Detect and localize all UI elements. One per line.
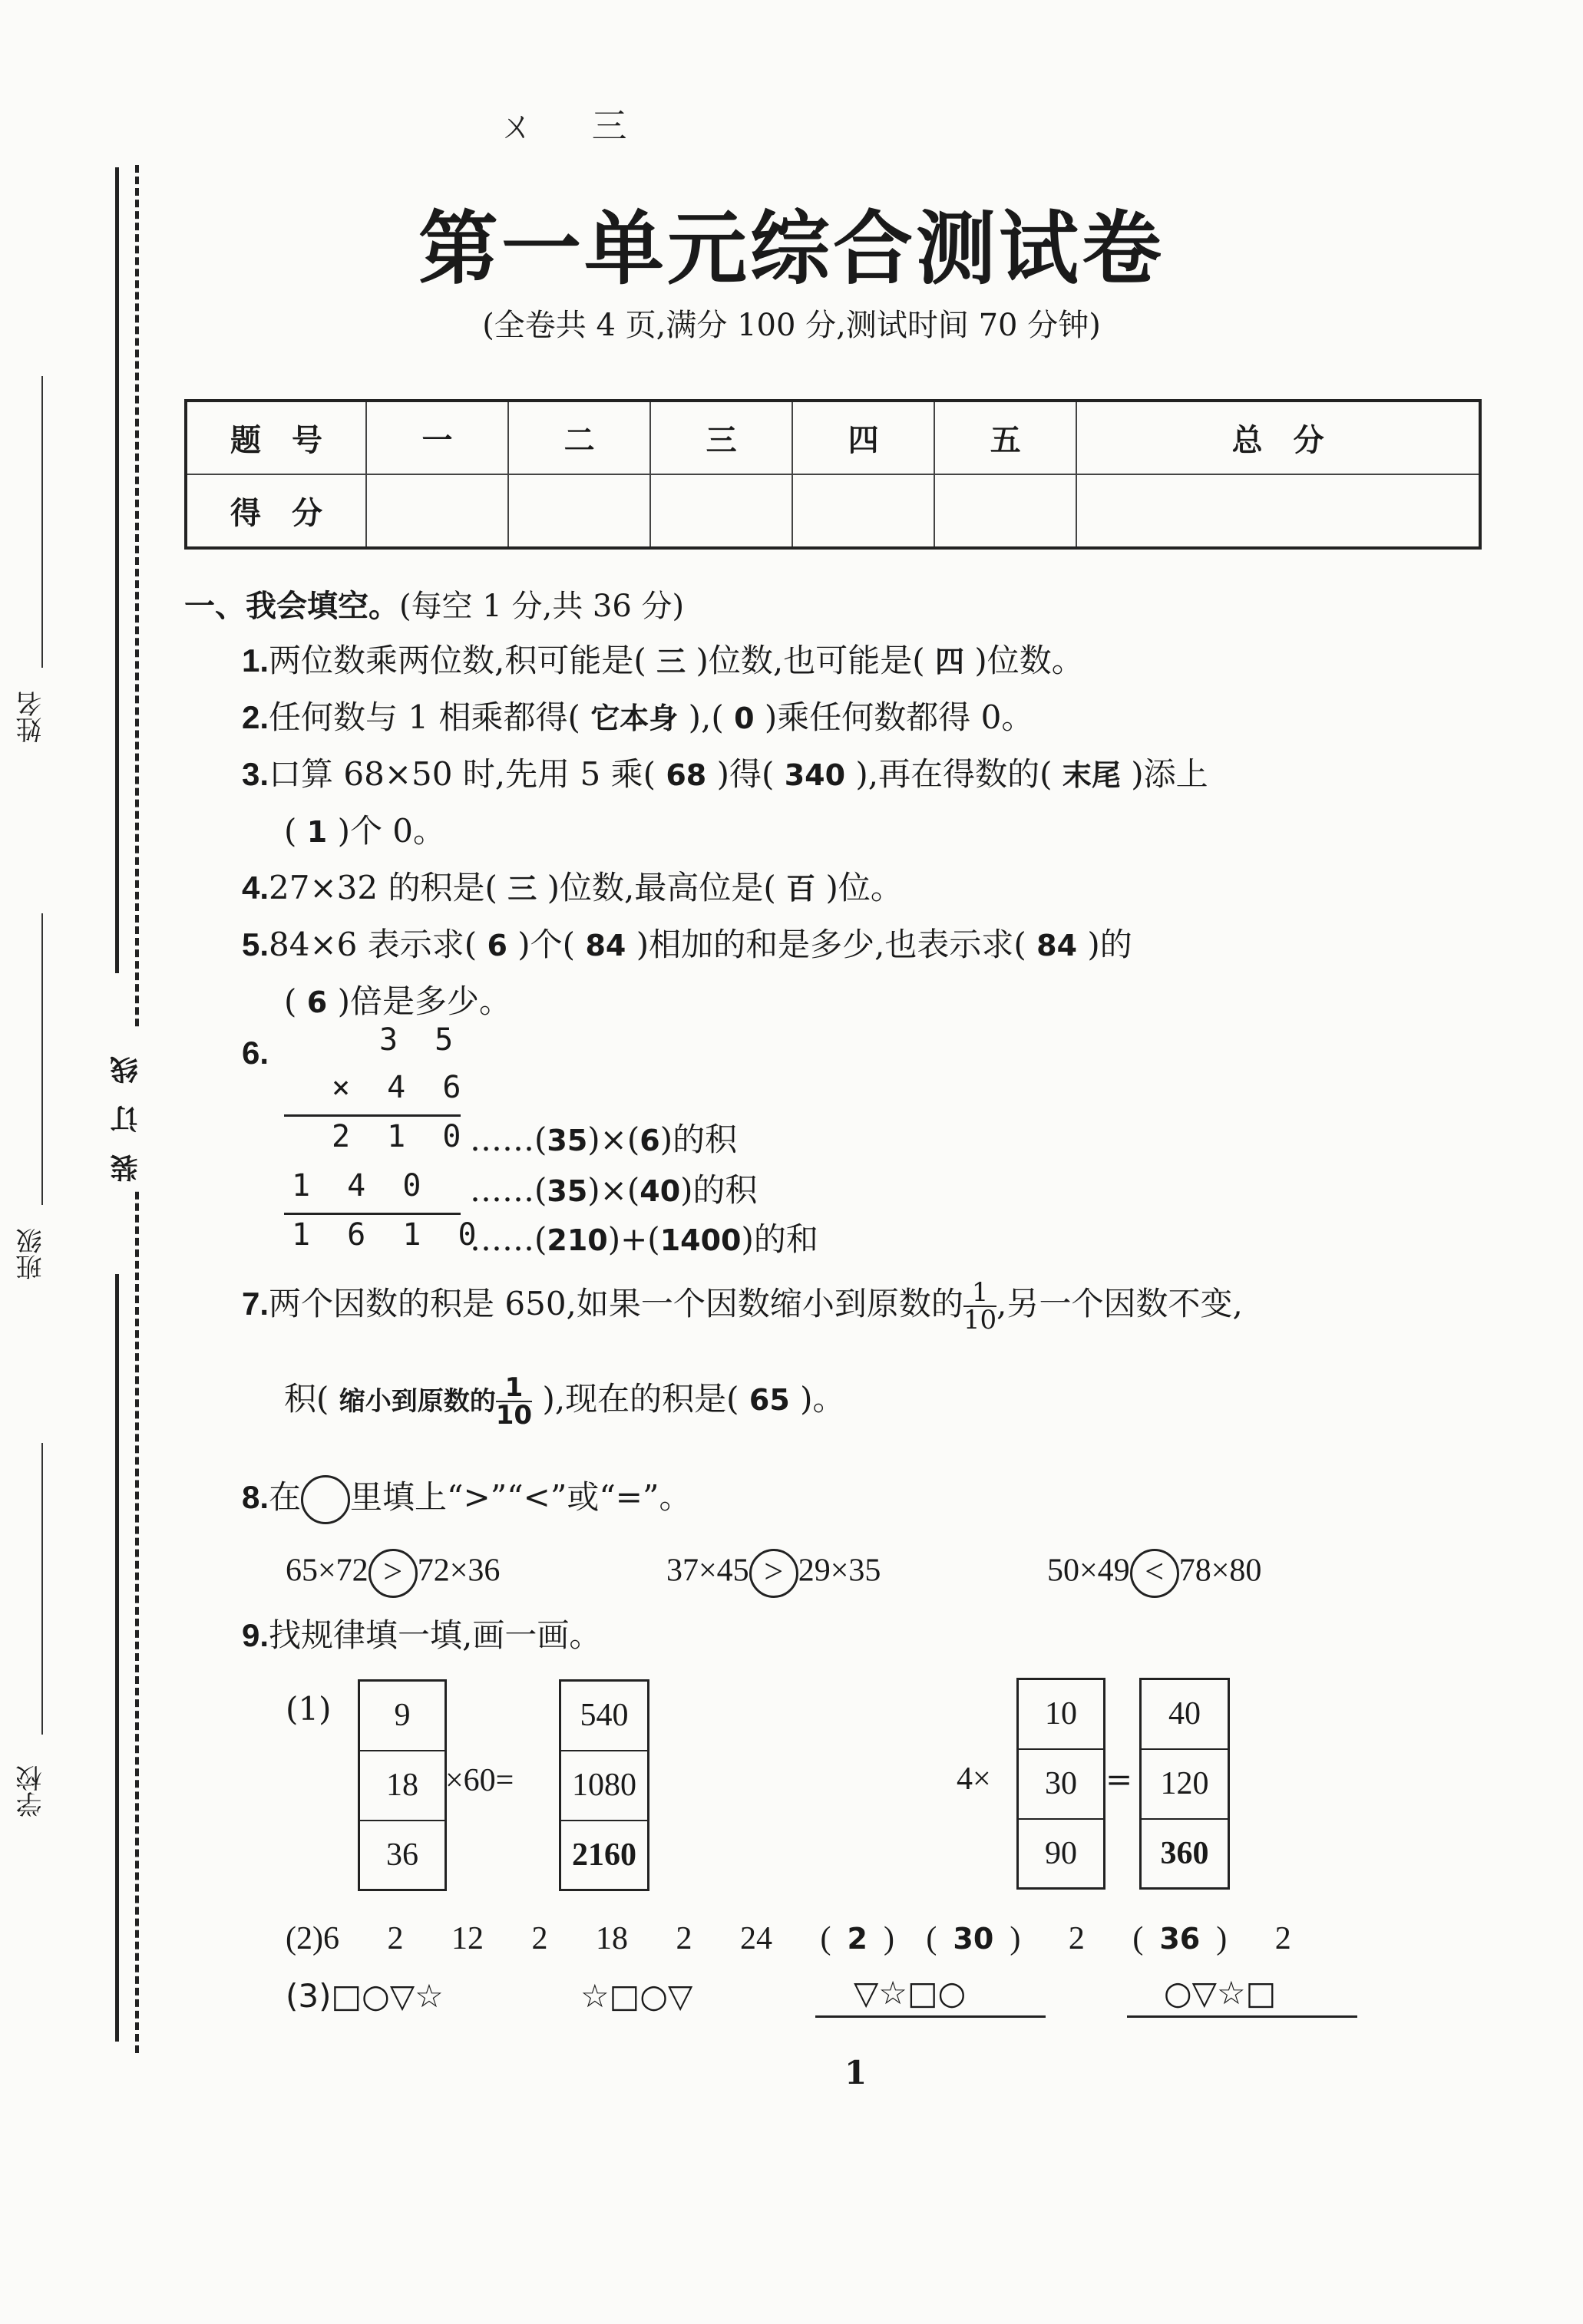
q9-p3-answer-1: ▽☆□○ bbox=[854, 1974, 967, 2012]
q9-cell: 9 bbox=[360, 1682, 444, 1751]
question-1 bbox=[242, 635, 1084, 682]
q9-p3-answer-line-2 bbox=[1127, 2015, 1357, 2018]
q7-text: 积( bbox=[284, 1380, 329, 1418]
score-row-label: 得 分 bbox=[186, 474, 366, 548]
score-cell bbox=[650, 474, 792, 548]
q3-text: )个 0。 bbox=[337, 812, 446, 850]
score-cell bbox=[508, 474, 650, 548]
question-5-line2 bbox=[284, 976, 511, 1022]
q9-p3-given-1: □○▽☆ bbox=[331, 1977, 444, 2015]
score-header-cell: 一 bbox=[366, 401, 508, 474]
q7-answer-2: 65 bbox=[749, 1383, 790, 1417]
q4-answer-2: 百 bbox=[786, 872, 816, 906]
q6-row-1 bbox=[470, 1114, 737, 1160]
q9-p1-left-column bbox=[358, 1679, 447, 1891]
q3-text: )得( bbox=[716, 755, 775, 793]
q7-text: 两个因数的积是 650,如果一个因数缩小到原数的 bbox=[269, 1285, 963, 1322]
class-underline bbox=[41, 913, 43, 1205]
q9-seq-item: 18 bbox=[595, 1921, 628, 1956]
q9-seq-answer: 36 bbox=[1159, 1922, 1201, 1956]
q3-answer-2: 340 bbox=[784, 758, 846, 792]
question-5 bbox=[242, 919, 1132, 966]
q6-r1-answer-1: 35 bbox=[547, 1124, 588, 1157]
q8-text: 在 bbox=[269, 1478, 302, 1516]
handwritten-note: ㄨ 三 bbox=[499, 105, 650, 147]
q5-text: )个( bbox=[517, 926, 576, 963]
page-subtitle: (全卷共 4 页,满分 100 分,测试时间 70 分钟) bbox=[482, 308, 1101, 343]
q6-text: ……( bbox=[470, 1121, 547, 1158]
q9-seq-answer: 2 bbox=[847, 1922, 868, 1956]
score-header-cell: 三 bbox=[650, 401, 792, 474]
q6-text: )的积 bbox=[659, 1121, 738, 1158]
q3-text: ( bbox=[284, 812, 297, 850]
q9-part2-label: (2) bbox=[286, 1921, 323, 1956]
question-3-line2 bbox=[284, 806, 445, 852]
q9-p1b-right-column bbox=[1139, 1678, 1230, 1890]
score-cell bbox=[934, 474, 1076, 548]
q3-text: )添上 bbox=[1131, 755, 1208, 793]
section1-points: (每空 1 分,共 36 分) bbox=[399, 589, 685, 624]
q9-number: 9. bbox=[242, 1617, 269, 1653]
q6-text: )的积 bbox=[680, 1171, 758, 1209]
q6-partial-1: 2 1 0 bbox=[332, 1119, 471, 1154]
q9-answer-cell: 2160 bbox=[572, 1837, 636, 1873]
q7-text: ,另一个因数不变, bbox=[996, 1285, 1243, 1322]
q8-compare-1 bbox=[286, 1549, 500, 1598]
question-9 bbox=[242, 1610, 601, 1656]
q9-seq-item: 2 bbox=[531, 1921, 548, 1956]
question-7-line2 bbox=[284, 1372, 845, 1431]
score-cell bbox=[366, 474, 508, 548]
q8-c3-left: 50×49 bbox=[1047, 1553, 1130, 1589]
score-cell bbox=[1076, 474, 1480, 548]
q9-cell: 40 bbox=[1142, 1680, 1228, 1750]
q9-seq-item: 2 bbox=[1068, 1921, 1085, 1956]
q3-answer-3: 末尾 bbox=[1062, 758, 1121, 792]
q7-number: 7. bbox=[242, 1286, 269, 1322]
q7-answer-fraction bbox=[495, 1372, 533, 1431]
q8-c2-right: 29×35 bbox=[798, 1553, 881, 1589]
q8-c3-right: 78×80 bbox=[1178, 1553, 1262, 1589]
q3-answer-4: 1 bbox=[306, 815, 328, 849]
q6-number: 6. bbox=[242, 1035, 269, 1071]
school-underline bbox=[41, 1443, 43, 1735]
q9-seq-item: 2 bbox=[1274, 1921, 1291, 1956]
q2-text: )乘任何数都得 0。 bbox=[764, 698, 1034, 736]
q9-seq-answer: 30 bbox=[953, 1922, 994, 1956]
q9-cell: 36 bbox=[386, 1837, 418, 1873]
question-3 bbox=[242, 749, 1208, 795]
q9-answer-cell: 360 bbox=[1160, 1836, 1209, 1871]
q9-text: 找规律填一填,画一画。 bbox=[269, 1616, 602, 1654]
q2-answer-2: 0 bbox=[734, 701, 755, 735]
q6-r2-answer-2: 40 bbox=[639, 1174, 681, 1208]
q6-r2-answer-1: 35 bbox=[547, 1174, 588, 1208]
q5-answer-2: 84 bbox=[585, 929, 626, 962]
q1-text: )位数。 bbox=[974, 642, 1084, 679]
q6-text: ……( bbox=[470, 1171, 547, 1209]
q9-p1-right-column bbox=[559, 1679, 649, 1891]
q7-ans-den: 10 bbox=[495, 1400, 533, 1431]
score-cell bbox=[792, 474, 934, 548]
q9-p1b-operator-2: = bbox=[1105, 1761, 1133, 1798]
question-8 bbox=[242, 1472, 691, 1524]
q8-c2-symbol: > bbox=[749, 1549, 798, 1598]
q9-seq-item: 2 bbox=[387, 1921, 404, 1956]
q5-number: 5. bbox=[242, 926, 269, 962]
q6-text: ……( bbox=[470, 1220, 547, 1258]
class-label: 班级 bbox=[16, 1228, 47, 1280]
score-header-cell: 总 分 bbox=[1076, 401, 1480, 474]
q8-c3-symbol: < bbox=[1130, 1549, 1179, 1598]
q2-number: 2. bbox=[242, 699, 269, 735]
q7-text: )。 bbox=[800, 1380, 845, 1418]
q5-text: )的 bbox=[1087, 926, 1132, 963]
q1-number: 1. bbox=[242, 642, 269, 678]
q8-c1-right: 72×36 bbox=[417, 1553, 501, 1589]
q6-text: )的和 bbox=[741, 1220, 818, 1258]
q9-cell: 10 bbox=[1019, 1680, 1103, 1750]
q7-ans-num: 1 bbox=[496, 1375, 532, 1402]
binding-label: 装订线 bbox=[106, 1028, 145, 1188]
q1-text: )位数,也可能是( bbox=[696, 642, 925, 679]
name-label: 姓名 bbox=[16, 691, 47, 743]
q9-cell: 90 bbox=[1045, 1836, 1077, 1871]
school-label: 学校 bbox=[16, 1765, 47, 1817]
score-table bbox=[184, 399, 1482, 550]
q9-cell: 18 bbox=[360, 1751, 444, 1821]
q4-text: )位数,最高位是( bbox=[547, 869, 776, 906]
q5-text: ( bbox=[284, 982, 297, 1020]
q5-answer-1: 6 bbox=[487, 929, 507, 962]
q9-p1-operator: ×60= bbox=[445, 1763, 514, 1798]
section1-heading: 一、我会填空。 bbox=[184, 589, 399, 624]
question-4 bbox=[242, 863, 903, 909]
q7-answer-1: 缩小到原数的 bbox=[339, 1386, 496, 1417]
q6-product: 1 6 1 0 bbox=[292, 1217, 486, 1253]
q9-part3-label: (3) bbox=[286, 1977, 332, 2015]
q3-number: 3. bbox=[242, 756, 269, 792]
q4-text: )位。 bbox=[825, 869, 903, 906]
score-header-cell: 四 bbox=[792, 401, 934, 474]
q9-cell: 540 bbox=[561, 1682, 647, 1751]
q6-r3-answer-1: 210 bbox=[547, 1223, 608, 1257]
q9-seq-item: 2 bbox=[676, 1921, 692, 1956]
q2-text: ),( bbox=[688, 698, 724, 736]
empty-circle-icon bbox=[301, 1475, 350, 1524]
q7-fraction bbox=[963, 1279, 996, 1333]
q9-cell: 120 bbox=[1142, 1750, 1228, 1820]
q6-rule-2 bbox=[284, 1213, 461, 1215]
page-number: 1 bbox=[844, 2054, 868, 2091]
q9-part1-label: (1) bbox=[286, 1690, 332, 1728]
q6-multiplicand: 3 5 bbox=[379, 1022, 463, 1058]
q6-r1-answer-2: 6 bbox=[639, 1124, 660, 1157]
q2-text: 任何数与 1 相乘都得( bbox=[269, 698, 580, 736]
q2-answer-1: 它本身 bbox=[590, 701, 679, 735]
q3-text: 口算 68×50 时,先用 5 乘( bbox=[269, 755, 656, 793]
q5-text: 84×6 表示求( bbox=[269, 926, 478, 963]
q9-p3-answer-2: ○▽☆□ bbox=[1164, 1974, 1277, 2012]
q1-text: 两位数乘两位数,积可能是( bbox=[269, 642, 646, 679]
q8-c2-left: 37×45 bbox=[666, 1553, 749, 1589]
q9-seq-item: 24 bbox=[739, 1921, 772, 1956]
q9-p3-given-2: ☆□○▽ bbox=[580, 1977, 693, 2015]
q8-c1-left: 65×72 bbox=[286, 1553, 368, 1589]
q7-text: ),现在的积是( bbox=[542, 1380, 739, 1418]
q6-text: )×( bbox=[587, 1171, 640, 1209]
q9-p1b-operator-1: 4× bbox=[957, 1761, 991, 1797]
q9-p1b-left-column bbox=[1016, 1678, 1105, 1890]
q1-answer-1: 三 bbox=[656, 645, 686, 678]
question-2 bbox=[242, 692, 1033, 738]
q8-compare-3 bbox=[1047, 1549, 1261, 1598]
score-table-header-row bbox=[186, 401, 1480, 474]
q6-text: )×( bbox=[587, 1121, 640, 1158]
score-header-cell: 题 号 bbox=[186, 401, 366, 474]
q4-answer-1: 三 bbox=[507, 872, 537, 906]
q5-text: )相加的和是多少,也表示求( bbox=[636, 926, 1026, 963]
section1-title bbox=[184, 582, 684, 626]
page-title: 第一单元综合测试卷 bbox=[418, 201, 1165, 295]
q3-text: ),再在得数的( bbox=[855, 755, 1053, 793]
q6-row-2 bbox=[470, 1165, 758, 1211]
question-7 bbox=[242, 1279, 1243, 1333]
q6-partial-2: 1 4 0 bbox=[292, 1168, 431, 1203]
q6-text: )+( bbox=[607, 1220, 660, 1258]
score-header-cell: 五 bbox=[934, 401, 1076, 474]
q4-text: 27×32 的积是( bbox=[269, 869, 497, 906]
q7-frac-num: 1 bbox=[963, 1279, 996, 1307]
q5-answer-3: 84 bbox=[1036, 929, 1078, 962]
q4-number: 4. bbox=[242, 870, 269, 906]
q6-r3-answer-2: 1400 bbox=[659, 1223, 742, 1257]
score-table-score-row bbox=[186, 474, 1480, 548]
q6-rule-1 bbox=[284, 1114, 461, 1117]
q9-p3-answer-line-1 bbox=[815, 2015, 1046, 2018]
q8-text: 里填上“>”“<”或“=”。 bbox=[350, 1478, 692, 1516]
q9-part2: (2)6 2 12 2 18 2 24 ( 2 ) ( 30 ) 2 ( 36 ) 2 bbox=[286, 1921, 1291, 1956]
q9-seq-item: 12 bbox=[451, 1921, 484, 1956]
q9-part3 bbox=[286, 1977, 444, 2015]
q5-answer-4: 6 bbox=[306, 985, 328, 1019]
q1-answer-2: 四 bbox=[935, 645, 965, 678]
binding-line-bottom bbox=[115, 1274, 119, 2042]
q5-text: )倍是多少。 bbox=[337, 982, 511, 1020]
q9-cell: 30 bbox=[1019, 1750, 1103, 1820]
q9-seq-item: 6 bbox=[322, 1921, 339, 1956]
q7-frac-den: 10 bbox=[963, 1305, 997, 1335]
q8-c1-symbol: > bbox=[368, 1549, 418, 1598]
q6-row-3 bbox=[470, 1214, 818, 1260]
q3-answer-1: 68 bbox=[666, 758, 707, 792]
q8-number: 8. bbox=[242, 1479, 269, 1515]
name-underline bbox=[41, 376, 43, 668]
q9-cell: 1080 bbox=[561, 1751, 647, 1821]
score-header-cell: 二 bbox=[508, 401, 650, 474]
q8-compare-2 bbox=[666, 1549, 881, 1598]
q6-multiplier: × 4 6 bbox=[332, 1070, 471, 1105]
